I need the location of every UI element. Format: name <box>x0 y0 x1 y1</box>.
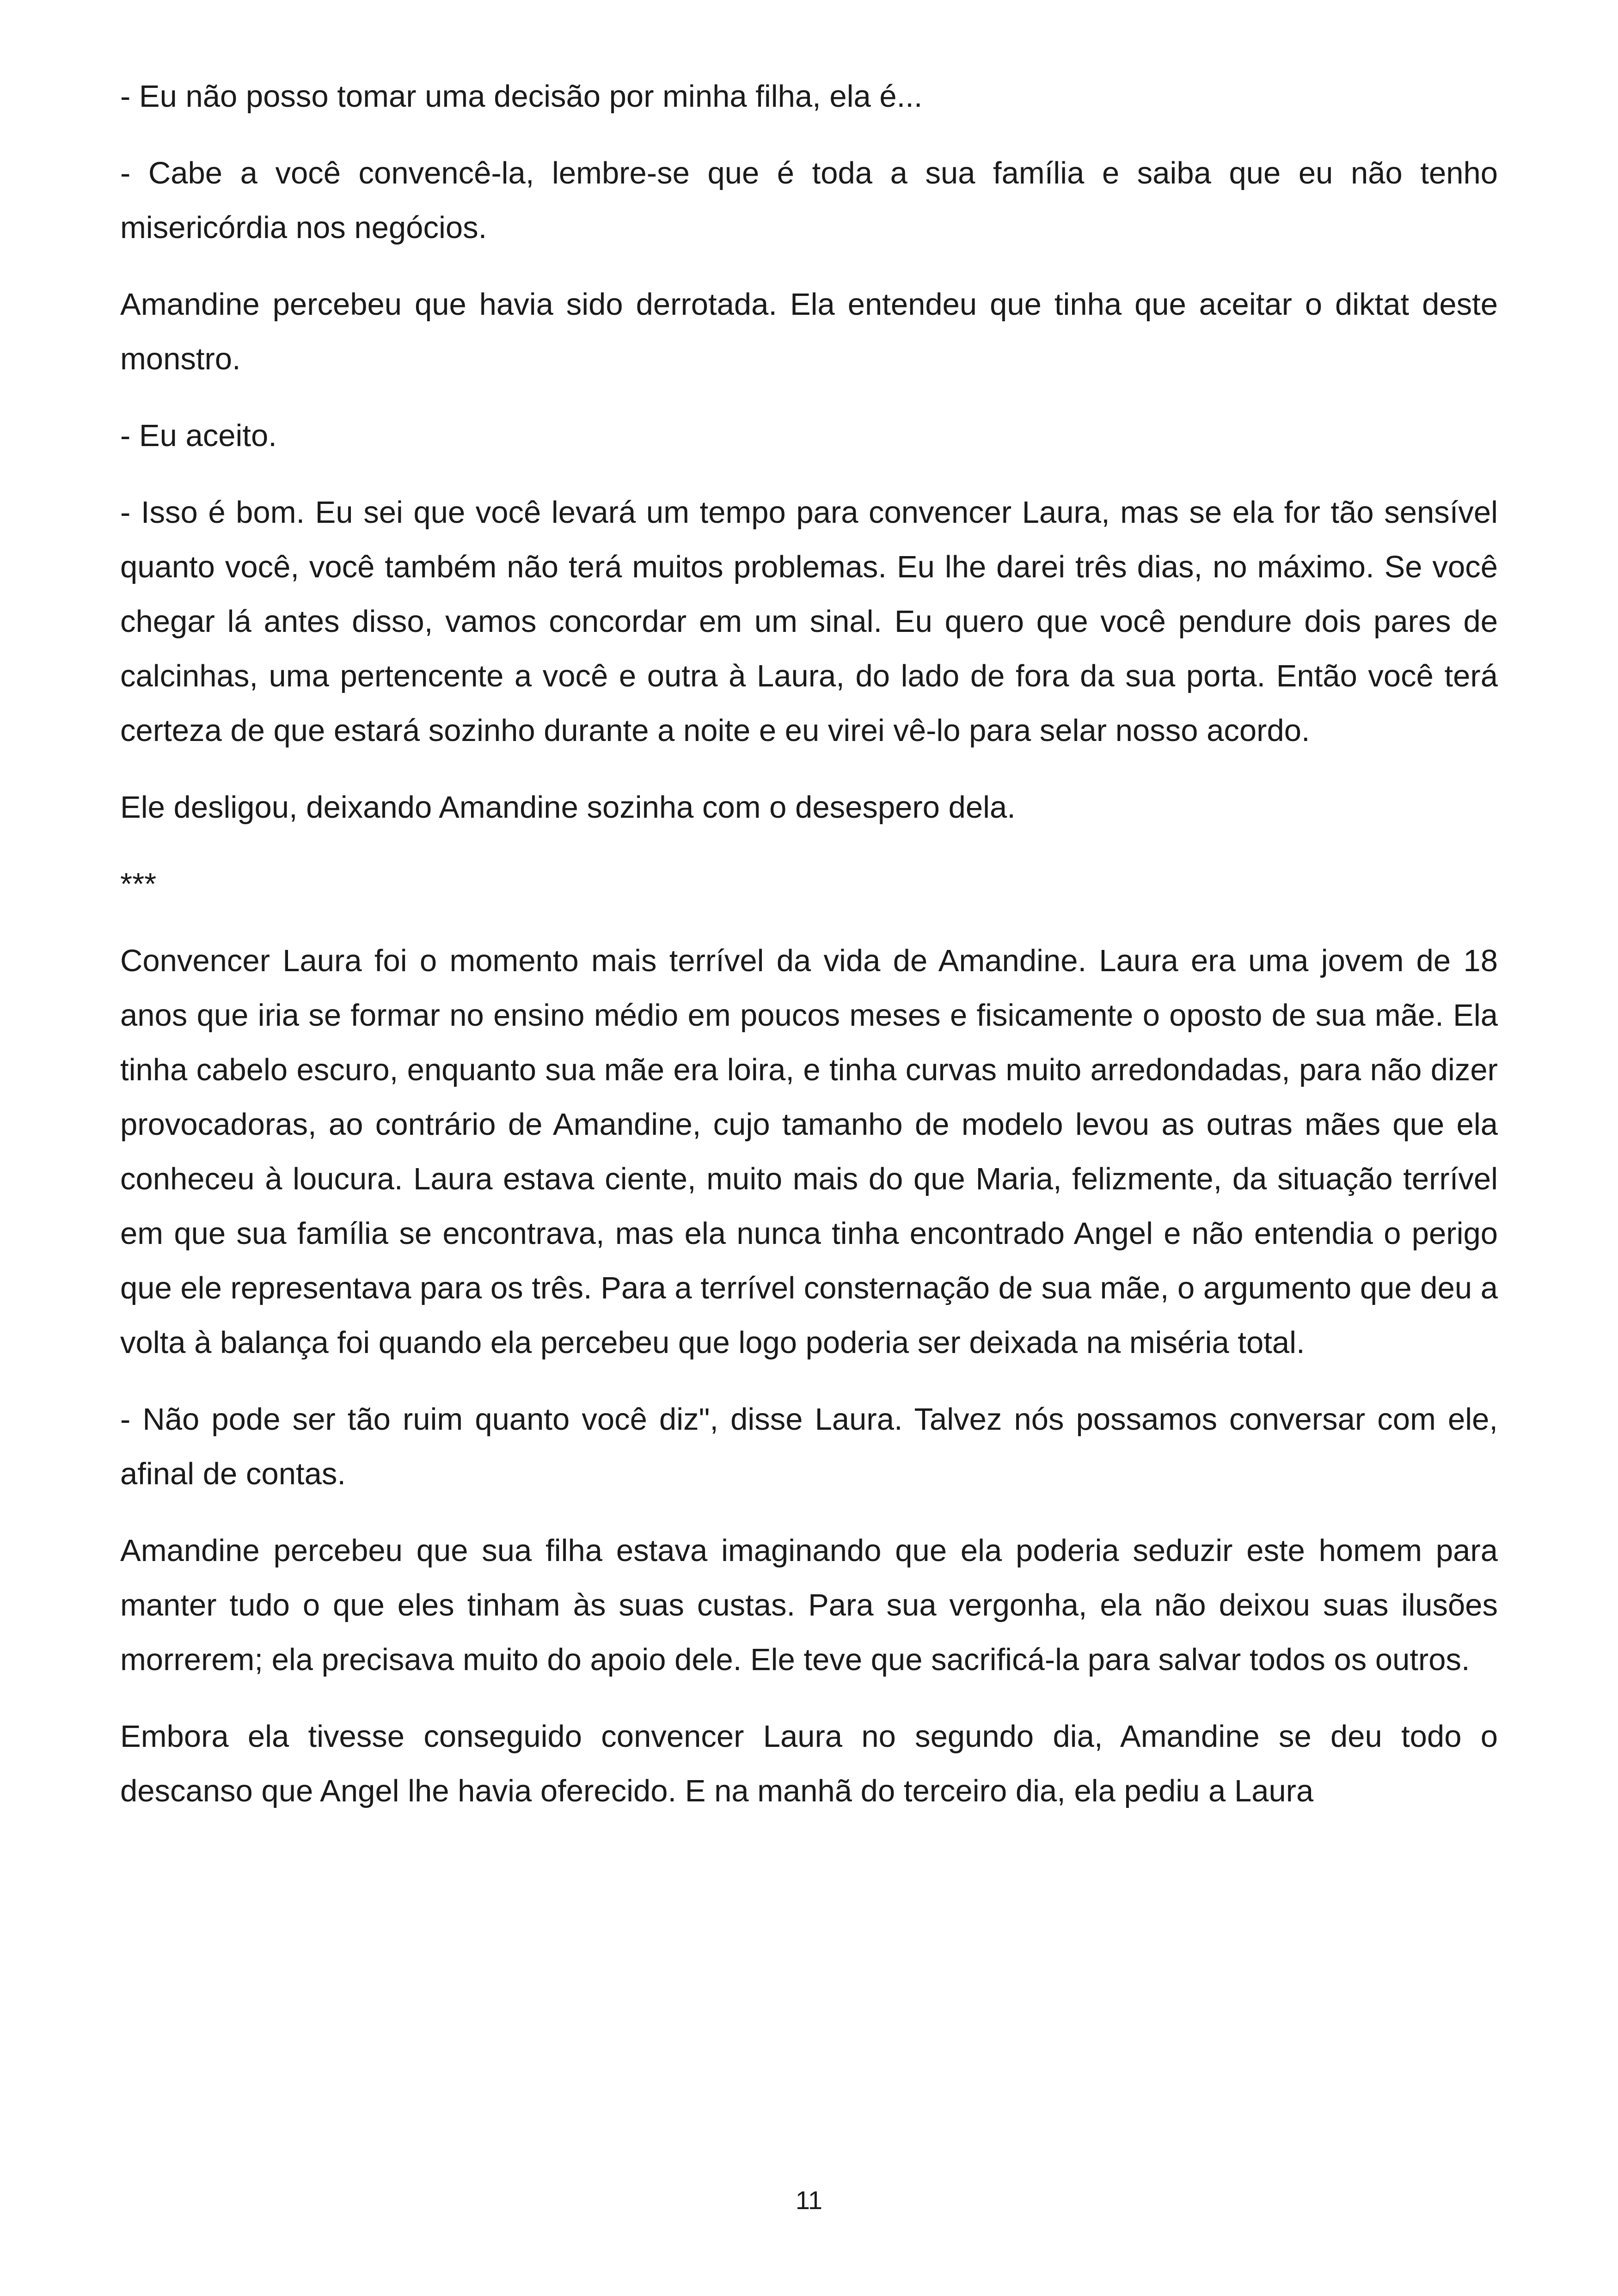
scene-break: *** <box>120 867 157 901</box>
paragraph-narration-5: Embora ela tivesse conseguido convencer Laura no segundo dia, Amandine se deu todo o descanso que Angel lhe havia oferecido. E na manhã do terceiro dia, ela pediu a Laura <box>120 1719 1498 1808</box>
paragraph-dialogue-2: - Cabe a você convencê-la, lembre-se que é toda a sua família e saiba que eu não tenho misericórdia nos negócios. <box>120 156 1498 245</box>
paragraph-narration-3: Convencer Laura foi o momento mais terrível da vida de Amandine. Laura era uma jovem de 18 anos que iria se formar no ensino médio em poucos meses e fisicamente o oposto de sua mãe. Ela tinha cabelo escuro, enquanto sua mãe era loira, e tinha curvas muito arredondadas, para não dizer provocadoras, ao contrário de Amandine, cujo tamanho de modelo levou as outras mães que ela conheceu à loucura. Laura estava ciente, muito mais do que Maria, felizmente, da situação terrível em que sua família se encontrava, mas ela nunca tinha encontrado Angel e não entendia o perigo que ele representava para os três. Para a terrível consternação de sua mãe, o argumento que deu a volta à balança foi quando ela percebeu que logo poderia ser deixada na miséria total. <box>120 943 1498 1360</box>
paragraph-dialogue-3: - Eu aceito. <box>120 418 277 453</box>
body-text <box>120 69 1498 1841</box>
paragraph-dialogue-5: - Não pode ser tão ruim quanto você diz", disse Laura. Talvez nós possamos conversar com ele, afinal de contas. <box>120 1402 1498 1491</box>
paragraph-narration-2: Ele desligou, deixando Amandine sozinha com o desespero dela. <box>120 790 1016 825</box>
page-number: 11 <box>795 2186 823 2215</box>
paragraph-narration-1: Amandine percebeu que havia sido derrotada. Ela entendeu que tinha que aceitar o diktat deste monstro. <box>120 287 1498 376</box>
paragraph-narration-4: Amandine percebeu que sua filha estava imaginando que ela poderia seduzir este homem para manter tudo o que eles tinham às suas custas. Para sua vergonha, ela não deixou suas ilusões morrerem; ela precisava muito do apoio dele. Ele teve que sacrificá-la para salvar todos os outros. <box>120 1533 1498 1677</box>
paragraph-dialogue-4: - Isso é bom. Eu sei que você levará um tempo para convencer Laura, mas se ela for tão sensível quanto você, você também não terá muitos problemas. Eu lhe darei três dias, no máximo. Se você chegar lá antes disso, vamos concordar em um sinal. Eu quero que você pendure dois pares de calcinhas, uma pertencente a você e outra à Laura, do lado de fora da sua porta. Então você terá certeza de que estará sozinho durante a noite e eu virei vê-lo para selar nosso acordo. <box>120 495 1498 748</box>
paragraph-dialogue-1: - Eu não posso tomar uma decisão por minha filha, ela é... <box>120 79 923 114</box>
